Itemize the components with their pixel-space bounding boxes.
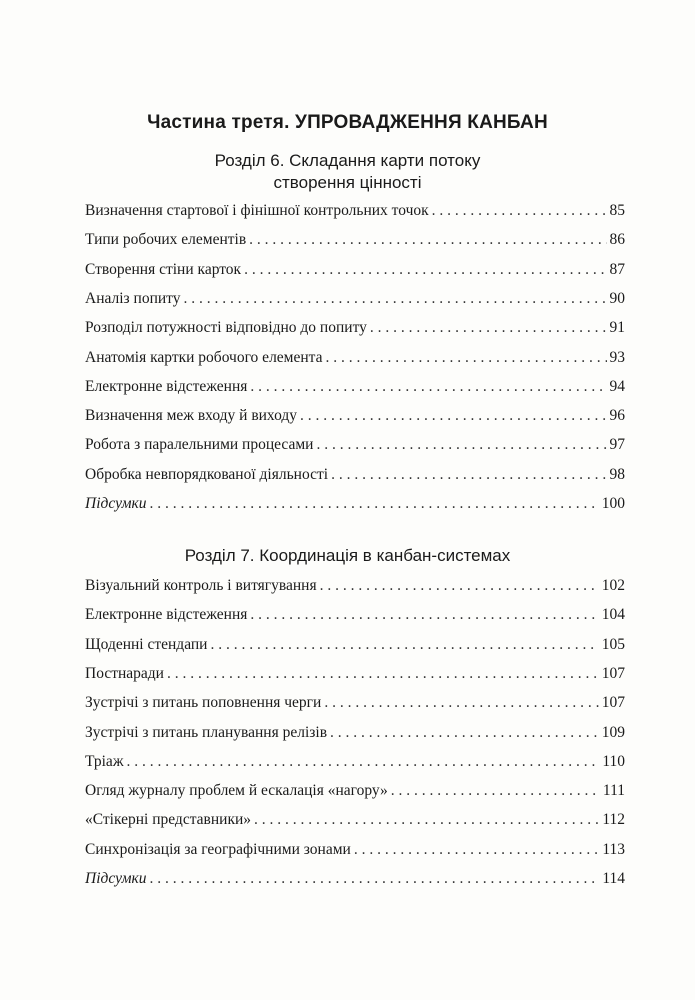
toc-entry-page: 112 [602,811,625,829]
dot-leader [316,436,606,454]
toc-entry-page: 114 [602,870,625,887]
chapter-7-title: Розділ 7. Координація в канбан-системах [184,546,511,565]
toc-entry-page: 113 [602,840,625,858]
toc-entry[interactable] [85,495,625,517]
dot-leader [331,466,606,484]
toc-entry-page: 111 [602,782,625,800]
toc-entry-page: 96 [609,407,625,425]
toc-entry-title: Обробка невпорядкованої діяльності [85,465,329,483]
toc-entry-page: 107 [601,694,625,712]
toc-entry[interactable] [85,290,625,312]
toc-entry[interactable] [85,841,625,863]
toc-entry[interactable] [85,694,625,716]
toc-entry-title: Тріаж [85,752,124,770]
toc-entry-page: 110 [602,752,625,770]
toc-entry-page: 102 [601,577,625,594]
toc-entry-title: Щоденні стендапи [85,635,208,653]
toc-entry-page: 87 [609,260,625,278]
toc-entry-title: Визначення меж входу й виходу [85,407,298,425]
toc-entry[interactable] [85,606,625,628]
toc-entry[interactable] [85,811,625,833]
toc-entry-page: 105 [601,635,625,653]
toc-entry[interactable] [85,407,625,429]
chapter-6-title [0,150,695,194]
dot-leader [150,495,599,513]
toc-entry-page: 85 [609,202,625,219]
toc-entry[interactable] [85,753,625,775]
toc-entry-page: 94 [609,377,625,395]
dot-leader [370,319,607,337]
dot-leader [127,753,600,771]
toc-entry-title: Постнаради [85,664,164,682]
toc-entry-title: Робота з паралельними процесами [85,436,314,454]
toc-entry[interactable] [85,349,625,371]
toc-entry-page: 104 [601,606,625,624]
toc-entry-title: Візуальний контроль і витягування [85,577,317,594]
toc-entry[interactable] [85,261,625,283]
toc-entry-page: 98 [609,465,625,483]
dot-leader [250,378,606,396]
toc-entry-page: 93 [609,348,625,366]
toc-entry[interactable] [85,378,625,400]
toc-entry[interactable] [85,870,625,892]
toc-entry[interactable] [85,436,625,458]
toc-entry-title: Підсумки [85,495,147,512]
toc-entry-title: Анатомія картки робочого елемента [85,348,323,366]
toc-entry-title: Типи робочих елементів [85,231,247,249]
part-title: Частина третя. УПРОВАДЖЕННЯ КАНБАН [147,112,548,133]
dot-leader [250,606,598,624]
toc-entry-title: Синхронізація за географічними зонами [85,840,351,858]
dot-leader [300,407,606,425]
toc-entry-page: 86 [609,231,625,249]
dot-leader [167,665,599,683]
dot-leader [244,261,606,279]
dot-leader [432,202,607,220]
toc-entry-title: Аналіз попиту [85,289,181,307]
chapter-6-title-line2: створення цінності [273,173,422,192]
toc-entry-page: 100 [601,495,625,512]
toc-entry-title: Зустрічі з питань поповнення черги [85,694,322,712]
dot-leader [391,782,600,800]
toc-entry[interactable] [85,665,625,687]
toc-entry-title: Електронне відстеження [85,377,248,395]
dot-leader [150,870,600,888]
toc-entry[interactable] [85,202,625,224]
dot-leader [184,290,607,308]
toc-entry-title: Електронне відстеження [85,606,248,624]
dot-leader [210,636,598,654]
toc-entry[interactable] [85,636,625,658]
toc-entry[interactable] [85,782,625,804]
toc-entry-title: Зустрічі з питань планування релізів [85,723,328,741]
dot-leader [254,811,599,829]
toc-entry[interactable] [85,577,625,599]
toc-entry[interactable] [85,231,625,253]
toc-entry-page: 109 [601,723,625,741]
toc-entry-page: 91 [609,319,625,337]
dot-leader [324,694,598,712]
toc-entry-title: Створення стіни карток [85,260,242,278]
dot-leader [326,349,607,367]
toc-entry-page: 97 [609,436,625,454]
toc-entry[interactable] [85,466,625,488]
toc-entry[interactable] [85,724,625,746]
dot-leader [249,231,606,249]
toc-entry[interactable] [85,319,625,341]
toc-entry-title: Огляд журналу проблем й ескалація «нагору» [85,782,388,800]
toc-entry-page: 107 [601,664,625,682]
dot-leader [354,841,600,859]
toc-entry-title: Визначення стартової і фінішної контрольних точок [85,202,429,219]
toc-entry-title: «Стікерні представники» [85,811,252,829]
toc-entry-title: Розподіл потужності відповідно до попиту [85,319,367,337]
toc-entry-title: Підсумки [85,870,147,887]
toc-entry-page: 90 [609,289,625,307]
chapter-6-title-line1: Розділ 6. Складання карти потоку [214,151,481,170]
dot-leader [330,724,599,742]
dot-leader [320,577,599,595]
